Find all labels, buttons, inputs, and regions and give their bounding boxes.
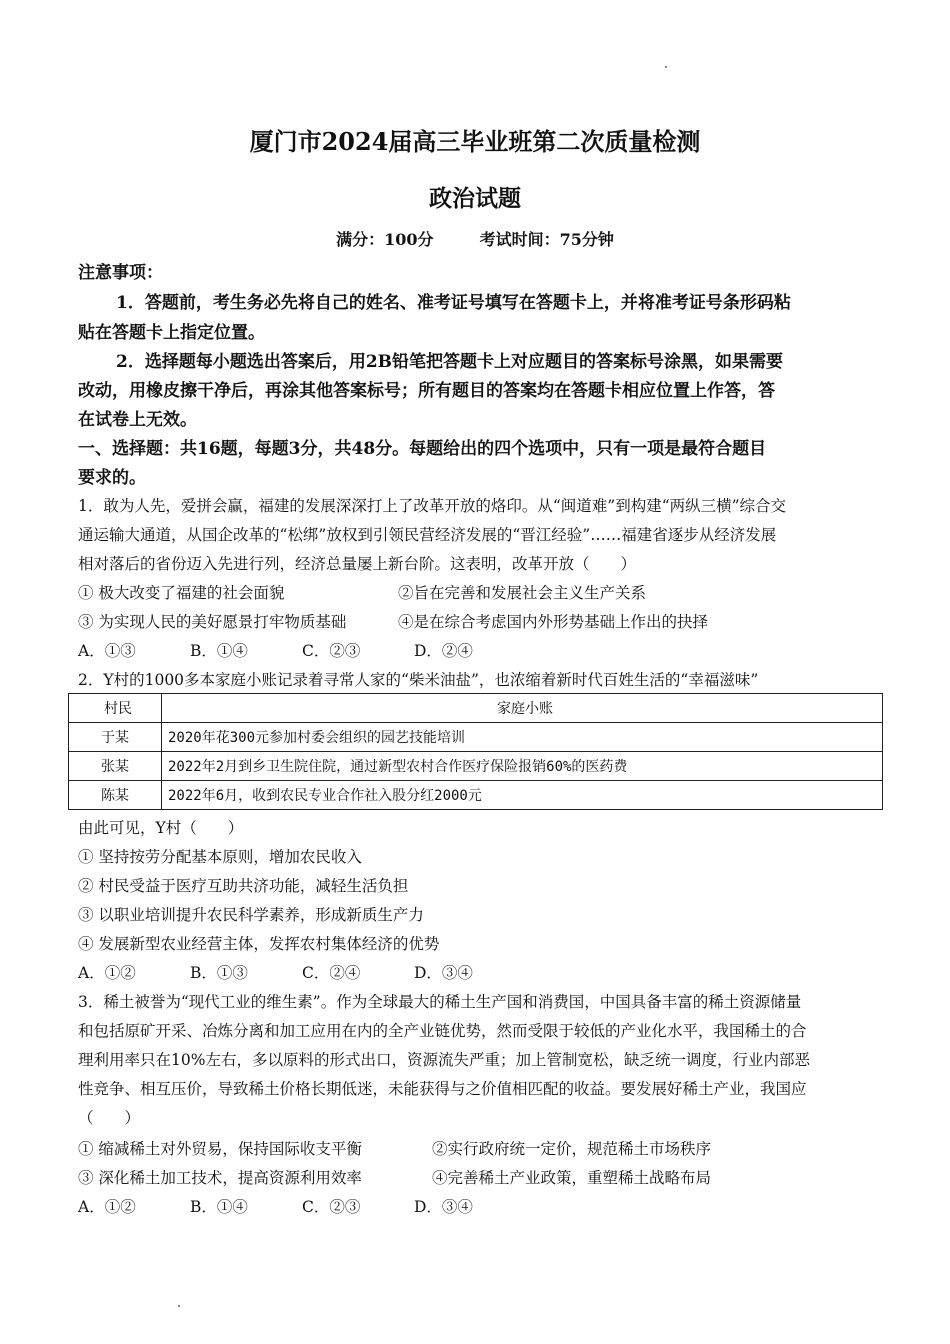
section-heading-line-2: 要求的。 — [78, 468, 146, 488]
exam-title: 厦门市2024届高三毕业班第二次质量检测 — [249, 127, 701, 156]
q1-choice-a: A．①③ — [78, 642, 136, 660]
q2-statement-4: ④ 发展新型农业经营主体，发挥农村集体经济的优势 — [78, 935, 440, 953]
q3-stem-line: 性竞争、相互压价，导致稀土价格长期低迷，未能获得与之价值相匹配的收益。要发展好稀土产业，我国应 — [78, 1080, 807, 1098]
q2-statement-2: ② 村民受益于医疗互助共济功能，减轻生活负担 — [78, 877, 409, 895]
q3-choice-d: D．③④ — [414, 1198, 473, 1216]
table-row — [69, 752, 883, 781]
scan-dot — [665, 66, 667, 68]
villager-name: 张某 — [69, 752, 162, 781]
table-header-row — [69, 694, 883, 723]
scan-dot — [178, 1305, 180, 1307]
q2-stem: 2．Y村的1000多本家庭小账记录着寻常人家的“柴米油盐”，也浓缩着新时代百姓生活的“幸福滋味” — [78, 671, 759, 689]
q3-stem-line: （ ） — [78, 1109, 141, 1127]
q2-choice-c: C．②④ — [302, 964, 361, 982]
section-heading-line-1: 一、选择题：共16题，每题3分，共48分。每题给出的四个选项中，只有一项是最符合题目 — [78, 439, 767, 459]
q3-stem-line: 理利用率只在10%左右，多以原料的形式出口，资源流失严重；加上管制宽松，缺乏统一调度，行业内部恶 — [78, 1051, 810, 1069]
q3-stem-line: 和包括原矿开采、冶炼分离和加工应用在内的全产业链优势，然而受限于较低的产业化水平，我国稀土的合 — [78, 1022, 807, 1040]
q3-statement-1: ① 缩减稀土对外贸易，保持国际收支平衡 — [78, 1140, 362, 1158]
full-score: 满分：100分 — [336, 230, 434, 249]
exam-time: 考试时间：75分钟 — [479, 230, 614, 249]
notes-item-2-line-1: 2．选择题每小题选出答案后，用2B铅笔把答题卡上对应题目的答案标号涂黑，如果需要 — [116, 352, 784, 372]
q1-stem-line: 相对落后的省份迈入先进行列，经济总量屡上新台阶。这表明，改革开放（ ） — [78, 555, 637, 573]
q3-choice-a: A．①② — [78, 1198, 136, 1216]
q3-stem-line: 3．稀土被誉为“现代工业的维生素”。作为全球最大的稀土生产国和消费国，中国具备丰富的稀土资源储量 — [78, 993, 802, 1011]
villager-name: 陈某 — [69, 781, 162, 810]
q3-choice-c: C．②③ — [302, 1198, 361, 1216]
q2-choice-a: A．①② — [78, 964, 136, 982]
q1-statement-3: ③ 为实现人民的美好愿景打牢物质基础 — [78, 613, 347, 631]
q2-statement-3: ③ 以职业培训提升农民科学素养，形成新质生产力 — [78, 906, 424, 924]
q3-statement-3: ③ 深化稀土加工技术，提高资源利用效率 — [78, 1169, 362, 1187]
notes-item-2-line-3: 在试卷上无效。 — [78, 410, 197, 430]
villager-name: 于某 — [69, 723, 162, 752]
ledger-entry: 2022年2月到乡卫生院住院，通过新型农村合作医疗保险报销60%的医药费 — [162, 752, 883, 781]
subject-title: 政治试题 — [429, 185, 521, 212]
ledger-entry: 2020年花300元参加村委会组织的园艺技能培训 — [162, 723, 883, 752]
household-ledger-table — [68, 693, 883, 810]
q3-statement-4: ④完善稀土产业政策，重塑稀土战略布局 — [432, 1169, 712, 1187]
notes-item-2-line-2: 改动，用橡皮擦干净后，再涂其他答案标号；所有题目的答案均在答题卡相应位置上作答，答 — [78, 381, 775, 401]
q3-statement-2: ②实行政府统一定价，规范稀土市场秩序 — [432, 1140, 712, 1158]
ledger-entry: 2022年6月，收到农民专业合作社入股分红2000元 — [162, 781, 883, 810]
q1-choice-d: D．②④ — [414, 642, 473, 660]
q2-statement-1: ① 坚持按劳分配基本原则，增加农民收入 — [78, 848, 362, 866]
notes-heading: 注意事项： — [78, 263, 163, 283]
q1-stem-line: 1．敢为人先，爱拼会赢，福建的发展深深打上了改革开放的烙印。从“闽道难”到构建“两纵三横”综合交 — [78, 497, 787, 515]
table-row — [69, 781, 883, 810]
notes-item-1-line-1: 1．答题前，考生务必先将自己的姓名、准考证号填写在答题卡上，并将准考证号条形码粘 — [116, 293, 791, 313]
table-header-villager: 村民 — [69, 694, 162, 723]
table-header-ledger: 家庭小账 — [162, 694, 883, 723]
notes-item-1-line-2: 贴在答题卡上指定位置。 — [78, 323, 265, 343]
table-row — [69, 723, 883, 752]
q1-statement-4: ④是在综合考虑国内外形势基础上作出的抉择 — [398, 613, 709, 631]
exam-meta — [0, 227, 950, 250]
q1-choice-c: C．②③ — [302, 642, 361, 660]
q1-statement-1: ① 极大改变了福建的社会面貌 — [78, 584, 285, 602]
q3-choice-b: B．①④ — [190, 1198, 248, 1216]
q2-choice-d: D．③④ — [414, 964, 473, 982]
q1-choice-b: B．①④ — [190, 642, 248, 660]
q2-choice-b: B．①③ — [190, 964, 248, 982]
q2-conclusion: 由此可见，Y村（ ） — [78, 819, 244, 837]
q1-statement-2: ②旨在完善和发展社会主义生产关系 — [398, 584, 647, 602]
q1-stem-line: 通运输大通道，从国企改革的“松绑”放权到引领民营经济发展的“晋江经验”……福建省逐步从经济发展 — [78, 526, 777, 544]
